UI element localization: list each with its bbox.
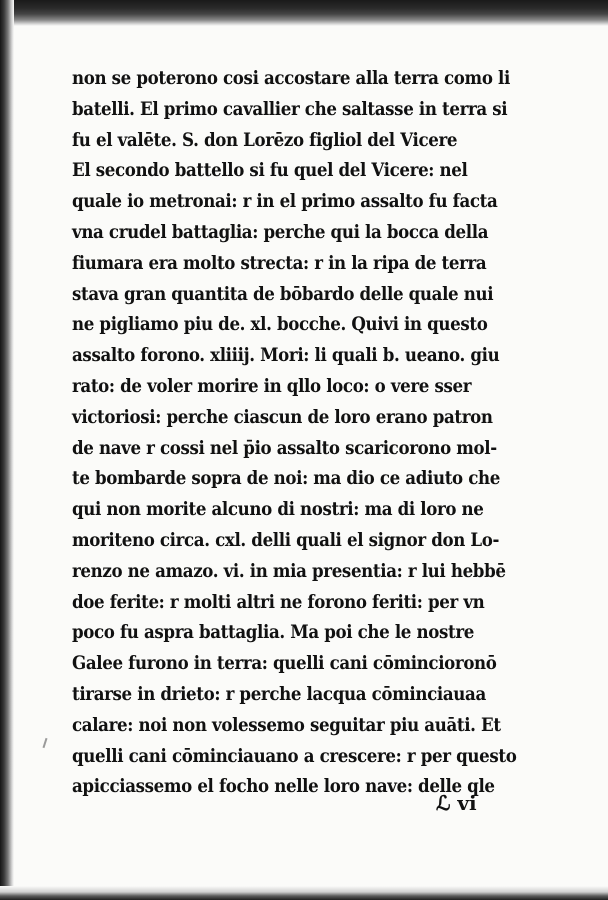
text-line: calare: noi non volessemo seguitar piu auāti. Et: [72, 714, 501, 736]
text-line: poco fu aspra battaglia. Ma poi che le nostre: [72, 622, 474, 644]
text-line: moriteno circa. cxl. delli quali el signor don Lo-: [72, 529, 500, 551]
text-line: non se poterono cosi accostare alla terra como li: [72, 68, 510, 89]
stray-mark: [43, 738, 48, 748]
text-line: quale io metronai: r in el primo assalto fu facta: [72, 191, 498, 213]
text-line: tirarse in drieto: r perche lacqua cōminciauaa: [72, 683, 486, 705]
text-line: doe ferite: r molti altri ne forono feriti: per vn: [72, 591, 485, 613]
text-line: fu el valēte. S. don Lorēzo figliol del Vicere: [72, 129, 458, 151]
text-line: qui non morite alcuno di nostri: ma di loro ne: [72, 499, 484, 521]
text-line: Galee furono in terra: quelli cani cōmincioronō: [72, 653, 497, 675]
text-line: vna crudel battaglia: perche qui la bocca della: [72, 221, 489, 243]
text-line: ne pigliamo piu de. xl. bocche. Quivi in questo: [72, 314, 488, 336]
signature-letter-glyph: ℒ: [436, 791, 451, 815]
text-line: de nave r cossi nel p̄io assalto scaricorono mol-: [72, 437, 497, 459]
scan-left-edge: [0, 0, 14, 900]
text-line: stava gran quantita de bōbardo delle quale nui: [72, 283, 494, 305]
text-block: [72, 64, 558, 803]
signature-mark: [436, 788, 477, 818]
text-line: renzo ne amazo. vi. in mia presentia: r lui hebbē: [72, 560, 506, 582]
text-line: te bombarde sopra de noi: ma dio ce adiuto che: [72, 468, 501, 490]
text-line: rato: de voler morire in qllo loco: o vere sser: [72, 375, 472, 397]
text-line: quelli cani cōminciauano a crescere: r per questo: [72, 745, 517, 767]
scan-top-edge: [0, 0, 608, 26]
signature-number: vi: [457, 791, 477, 815]
text-line: El secondo battello si fu quel del Vicere: nel: [72, 160, 468, 182]
text-line: victoriosi: perche ciascun de loro erano patron: [72, 406, 493, 428]
text-line: apicciassemo el focho nelle loro nave: delle qle: [72, 776, 495, 798]
text-line: fiumara era molto strecta: r in la ripa de terra: [72, 252, 487, 274]
text-line: assalto forono. xliiij. Mori: li quali b. ueano. giu: [72, 345, 500, 367]
text-line: batelli. El primo cavallier che saltasse in terra si: [72, 98, 508, 120]
scan-bottom-edge: [0, 886, 608, 900]
